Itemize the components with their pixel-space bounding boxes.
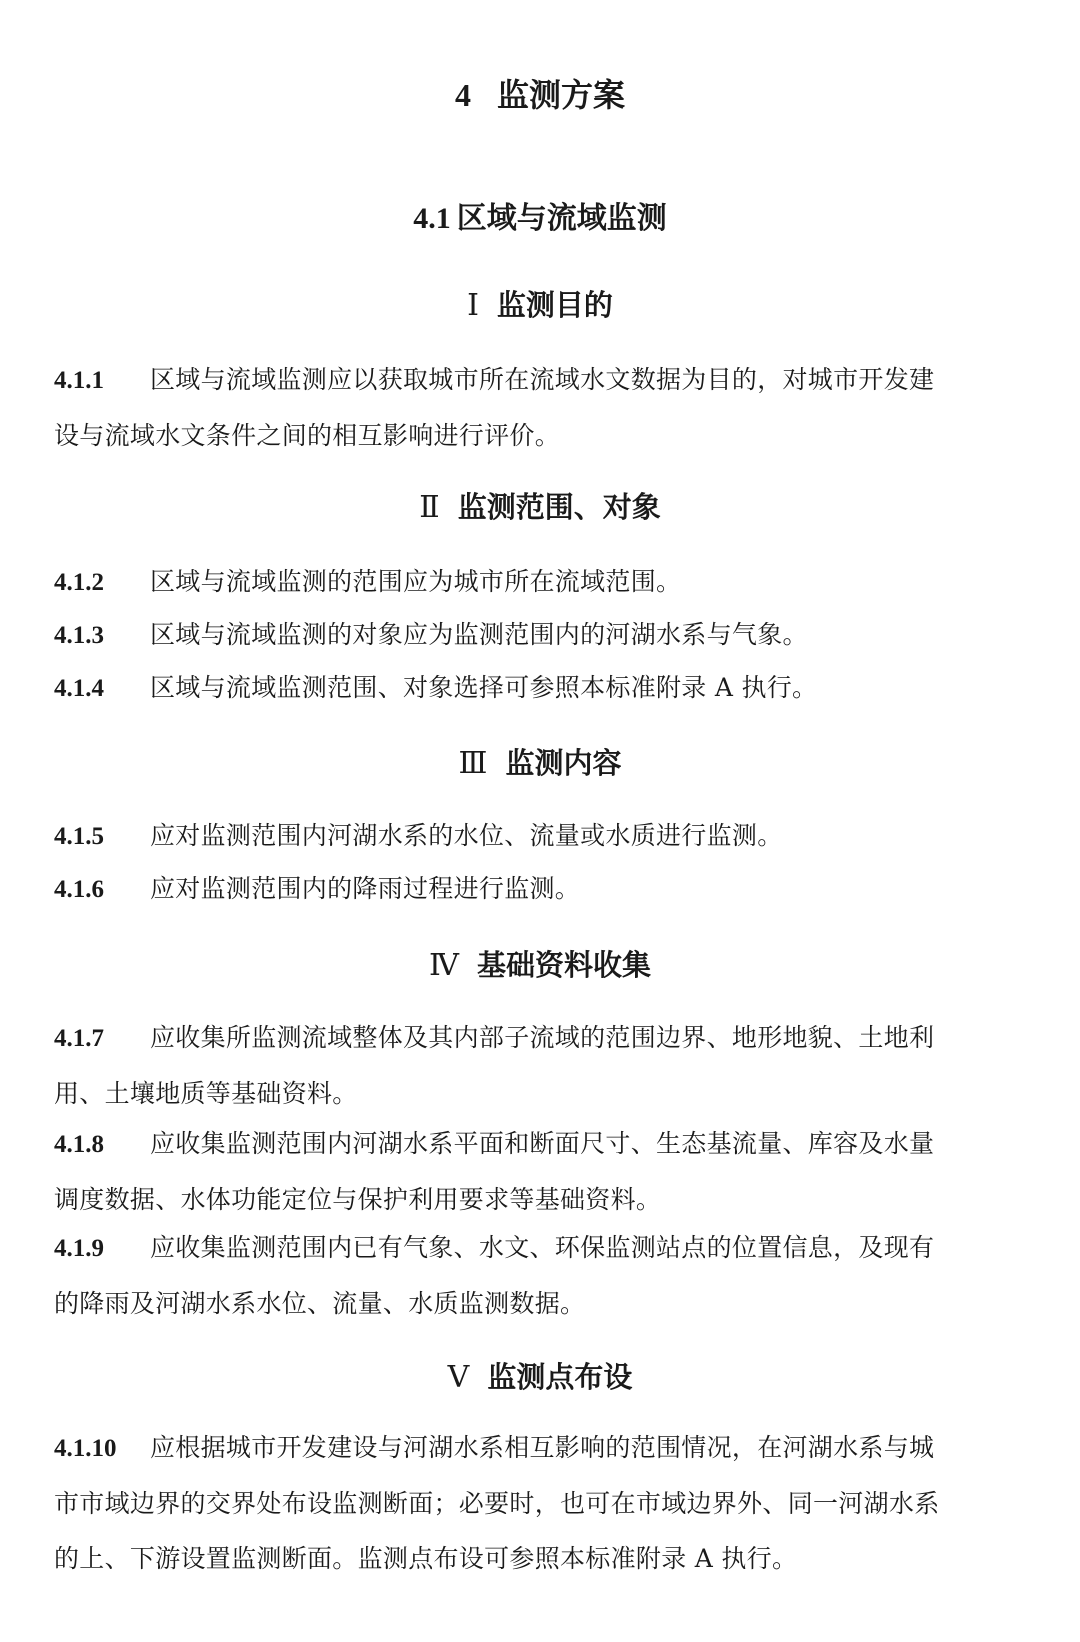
subsection-roman: Ⅲ	[458, 747, 488, 780]
subsection-heading-4	[0, 943, 1080, 984]
subsection-title: 监测目的	[496, 288, 613, 322]
clause-text-line: 市市域边界的交界处布设监测断面；必要时，也可在市域边界外、同一河湖水系	[54, 1489, 940, 1518]
clause-4-1-2	[54, 554, 1034, 610]
clause-number: 4.1.6	[54, 876, 104, 903]
subsection-heading-1	[0, 283, 1080, 324]
clause-number: 4.1.4	[54, 675, 104, 702]
clause-text-line: 应根据城市开发建设与河湖水系相互影响的范围情况，在河湖水系与城	[150, 1433, 935, 1462]
chapter-number: 4	[454, 77, 471, 113]
section-heading	[0, 193, 1080, 237]
subsection-title: 监测点布设	[487, 1360, 633, 1394]
subsection-heading-2	[0, 485, 1080, 526]
clause-text-line: 应收集监测范围内河湖水系平面和断面尺寸、生态基流量、库容及水量	[150, 1129, 935, 1158]
clause-4-1-9	[54, 1220, 1034, 1331]
clause-4-1-7	[54, 1010, 1034, 1121]
chapter-heading	[0, 70, 1080, 116]
subsection-roman: Ⅳ	[429, 949, 459, 982]
clause-text-line: 区域与流域监测的范围应为城市所在流域范围。	[150, 567, 682, 596]
clause-text-line: 设与流域水文条件之间的相互影响进行评价。	[54, 421, 561, 450]
subsection-roman: Ⅴ	[447, 1361, 470, 1394]
subsection-title: 基础资料收集	[476, 948, 651, 982]
clause-4-1-10	[54, 1420, 1034, 1586]
subsection-title: 监测范围、对象	[457, 490, 661, 524]
clause-number: 4.1.2	[54, 569, 104, 596]
clause-text-line: 调度数据、水体功能定位与保护利用要求等基础资料。	[54, 1185, 662, 1214]
clause-text-line: 区域与流域监测范围、对象选择可参照本标准附录 A 执行。	[150, 673, 818, 702]
clause-number: 4.1.10	[54, 1435, 117, 1462]
clause-number: 4.1.1	[54, 367, 104, 394]
clause-number: 4.1.7	[54, 1025, 104, 1052]
subsection-roman: Ⅱ	[419, 491, 440, 524]
clause-text-line: 的上、下游设置监测断面。监测点布设可参照本标准附录 A 执行。	[54, 1544, 798, 1573]
clause-text-line: 应收集监测范围内已有气象、水文、环保监测站点的位置信息，及现有	[150, 1233, 935, 1262]
subsection-heading-5	[0, 1355, 1080, 1396]
clause-text-line: 区域与流域监测的对象应为监测范围内的河湖水系与气象。	[150, 620, 808, 649]
clause-4-1-4	[54, 660, 1034, 716]
section-number: 4.1	[413, 202, 451, 235]
clause-number: 4.1.3	[54, 622, 104, 649]
clause-4-1-1	[54, 352, 1034, 463]
clause-text-line: 区域与流域监测应以获取城市所在流域水文数据为目的，对城市开发建	[150, 365, 935, 394]
clause-4-1-5	[54, 808, 1034, 864]
section-title: 区域与流域监测	[456, 201, 667, 236]
clause-text-line: 的降雨及河湖水系水位、流量、水质监测数据。	[54, 1289, 586, 1318]
clause-text-line: 应对监测范围内的降雨过程进行监测。	[150, 874, 581, 903]
clause-4-1-6	[54, 861, 1034, 917]
subsection-roman: Ⅰ	[467, 289, 479, 322]
subsection-heading-3	[0, 741, 1080, 782]
clause-number: 4.1.9	[54, 1235, 104, 1262]
clause-4-1-3	[54, 607, 1034, 663]
clause-4-1-8	[54, 1116, 1034, 1227]
clause-text-line: 应收集所监测流域整体及其内部子流域的范围边界、地形地貌、土地利	[150, 1023, 935, 1052]
chapter-title: 监测方案	[496, 76, 625, 114]
clause-number: 4.1.5	[54, 823, 104, 850]
clause-number: 4.1.8	[54, 1131, 104, 1158]
clause-text-line: 应对监测范围内河湖水系的水位、流量或水质进行监测。	[150, 821, 783, 850]
subsection-title: 监测内容	[505, 746, 622, 780]
clause-text-line: 用、土壤地质等基础资料。	[54, 1079, 358, 1108]
